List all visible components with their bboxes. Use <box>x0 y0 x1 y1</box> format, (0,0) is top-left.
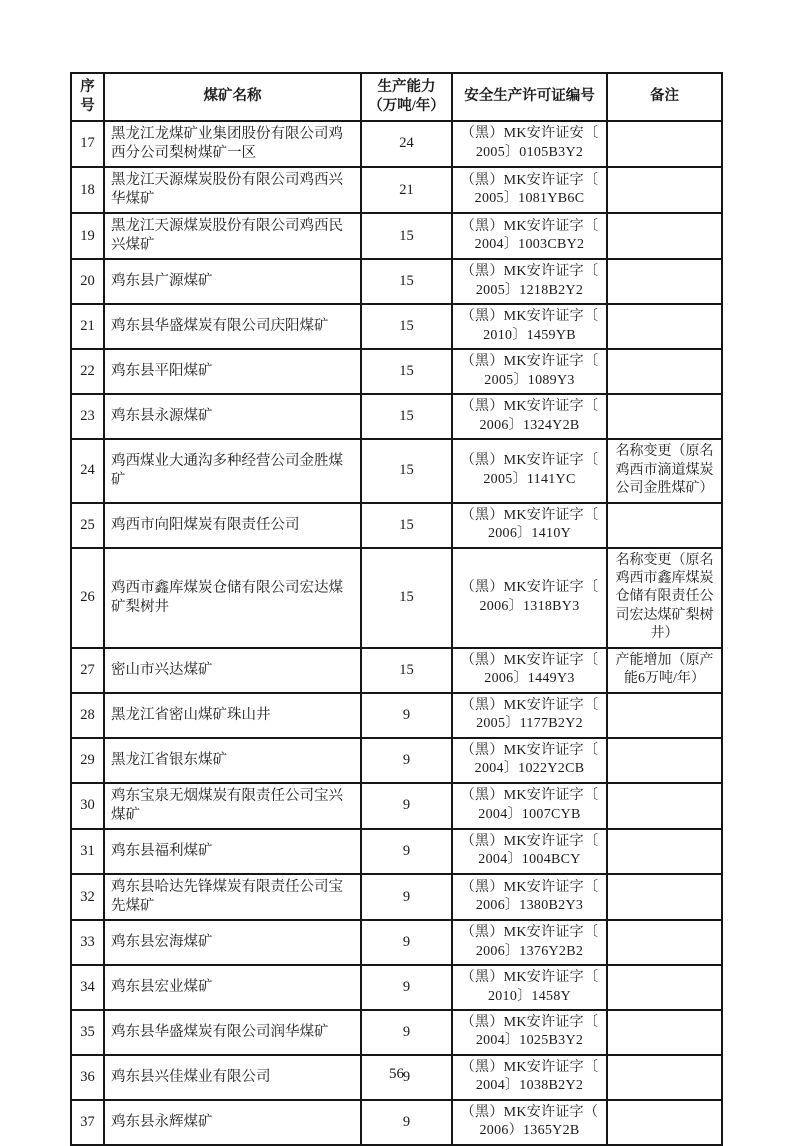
remark-cell <box>607 503 722 548</box>
license-line1: （黑）MK安许证字〔 <box>460 453 599 469</box>
row-index-cell <box>71 1100 104 1145</box>
mine-name-cell <box>104 648 361 693</box>
capacity-value: 9 <box>402 934 411 951</box>
mine-name-cell <box>104 1100 361 1145</box>
mine-name: 鸡东县福利煤矿 <box>111 842 213 859</box>
mine-name-cell <box>104 1010 361 1055</box>
capacity-cell <box>361 1100 452 1145</box>
row-index-cell <box>71 874 104 920</box>
mine-name-cell <box>104 738 361 783</box>
table-row <box>71 693 722 738</box>
license-line2: 2004〕1007CYB <box>478 806 581 822</box>
row-index-cell <box>71 259 104 304</box>
remark-cell <box>607 648 722 693</box>
mine-name: 鸡东县哈达先锋煤炭有限责任公司宝先煤矿 <box>111 878 343 914</box>
capacity-value: 9 <box>402 1113 411 1130</box>
remark-cell <box>607 829 722 874</box>
capacity-value: 9 <box>402 706 411 723</box>
license-line2: 2006）1365Y2B <box>479 1123 580 1139</box>
mine-name: 鸡东县永辉煤矿 <box>111 1113 213 1130</box>
license-line1: （黑）MK安许证字〔 <box>460 652 599 668</box>
mine-name: 鸡东县兴佳煤业有限公司 <box>111 1068 271 1085</box>
table-row <box>71 738 722 783</box>
license-line1: （黑）MK安许证字〔 <box>460 1059 599 1075</box>
row-index: 26 <box>80 589 95 606</box>
table-row <box>71 349 722 394</box>
license-line1: （黑）MK安许证字〔 <box>460 580 599 596</box>
license-cell <box>452 259 607 304</box>
capacity-value: 9 <box>402 842 411 859</box>
license-cell <box>452 783 607 829</box>
license-line2: 2005〕1089Y3 <box>484 372 575 388</box>
license-line2: 2005〕1141YC <box>483 471 576 487</box>
license-line1: （黑）MK安许证安〔 <box>460 126 599 142</box>
license-line2: 2006〕1376Y2B2 <box>475 943 584 959</box>
capacity-value: 15 <box>399 661 414 678</box>
license-line1: （黑）MK安许证字〔 <box>460 354 599 370</box>
capacity-cell <box>361 259 452 304</box>
mine-name-cell <box>104 439 361 502</box>
capacity-cell <box>361 394 452 439</box>
license-line1: （黑）MK安许证字〔 <box>460 507 599 523</box>
mine-name-cell <box>104 304 361 349</box>
row-index-cell <box>71 349 104 394</box>
mine-name-cell <box>104 548 361 648</box>
license-line2: 2005〕1081YB6C <box>474 191 585 207</box>
capacity-value: 15 <box>399 408 414 425</box>
row-index: 25 <box>80 516 95 533</box>
table-row <box>71 503 722 548</box>
mine-name-cell <box>104 394 361 439</box>
license-line2: 2004〕1003CBY2 <box>474 237 585 253</box>
row-index: 28 <box>80 706 95 723</box>
capacity-cell <box>361 738 452 783</box>
page-number: 56 <box>389 1066 404 1082</box>
header-license: 安全生产许可证编号 <box>452 73 607 121</box>
table-row <box>71 213 722 259</box>
mine-name-cell <box>104 829 361 874</box>
license-line2: 2006〕1324Y2B <box>479 417 580 433</box>
row-index-cell <box>71 965 104 1010</box>
mine-name-cell <box>104 167 361 213</box>
header-capacity-line2: （万吨/年） <box>368 97 445 114</box>
mine-name-cell <box>104 213 361 259</box>
remark-cell <box>607 920 722 965</box>
mine-name: 鸡东宝泉无烟煤炭有限责任公司宝兴煤矿 <box>111 787 343 823</box>
license-line2: 2004〕1004BCY <box>478 852 581 868</box>
license-line1: （黑）MK安许证字〔 <box>460 925 599 941</box>
row-index-cell <box>71 783 104 829</box>
capacity-value: 24 <box>399 135 414 152</box>
row-index: 19 <box>80 227 95 244</box>
license-cell <box>452 920 607 965</box>
capacity-value: 15 <box>399 318 414 335</box>
license-cell <box>452 829 607 874</box>
capacity-value: 9 <box>402 1068 411 1085</box>
capacity-cell <box>361 349 452 394</box>
row-index-cell <box>71 693 104 738</box>
row-index: 23 <box>80 408 95 425</box>
header-capacity <box>361 73 452 121</box>
row-index: 24 <box>80 462 95 479</box>
table-row <box>71 259 722 304</box>
license-line1: （黑）MK安许证字〔 <box>460 697 599 713</box>
license-line1: （黑）MK安许证字〔 <box>460 742 599 758</box>
row-index: 36 <box>80 1068 95 1085</box>
mine-name: 鸡东县平阳煤矿 <box>111 363 213 380</box>
header-capacity-line1: 生产能力 <box>377 79 436 95</box>
license-line2: 2004〕1022Y2CB <box>474 761 585 777</box>
license-line1: （黑）MK安许证字〔 <box>460 309 599 325</box>
remark-cell <box>607 1010 722 1055</box>
row-index: 31 <box>80 842 95 859</box>
license-line1: （黑）MK安许证字（ <box>460 1104 599 1120</box>
license-cell <box>452 1010 607 1055</box>
license-line2: 2005〕0105B3Y2 <box>475 144 584 160</box>
license-line1: （黑）MK安许证字〔 <box>460 1015 599 1030</box>
license-line2: 2010〕1458Y <box>487 988 572 1004</box>
table-row <box>71 874 722 920</box>
capacity-value: 15 <box>399 227 414 244</box>
capacity-value: 9 <box>402 979 411 996</box>
mine-name: 黑龙江省银东煤矿 <box>111 751 227 768</box>
row-index: 35 <box>80 1023 95 1040</box>
mine-name-cell <box>104 783 361 829</box>
remark-cell <box>607 693 722 738</box>
row-index: 17 <box>80 135 95 152</box>
remark-cell <box>607 965 722 1010</box>
table-row <box>71 394 722 439</box>
remark-cell <box>607 259 722 304</box>
row-index: 18 <box>80 181 95 198</box>
mine-name: 鸡东县华盛煤炭有限公司润华煤矿 <box>111 1023 329 1040</box>
table-row <box>71 121 722 167</box>
mine-name-cell <box>104 503 361 548</box>
license-cell <box>452 874 607 920</box>
mine-name: 密山市兴达煤矿 <box>111 661 213 678</box>
table-row <box>71 783 722 829</box>
capacity-cell <box>361 439 452 502</box>
mine-name-cell <box>104 874 361 920</box>
license-line1: （黑）MK安许证字〔 <box>460 833 599 849</box>
table-row <box>71 648 722 693</box>
license-line1: （黑）MK安许证字〔 <box>460 172 599 188</box>
remark-cell <box>607 394 722 439</box>
license-cell <box>452 349 607 394</box>
capacity-cell <box>361 874 452 920</box>
mine-name-cell <box>104 693 361 738</box>
row-index-cell <box>71 548 104 648</box>
row-index-cell <box>71 121 104 167</box>
remark-cell <box>607 213 722 259</box>
table-header-row <box>71 73 722 121</box>
mine-name-cell <box>104 121 361 167</box>
row-index-cell <box>71 738 104 783</box>
remark-cell <box>607 439 722 502</box>
row-index: 33 <box>80 934 95 951</box>
row-index: 30 <box>80 797 95 814</box>
remark-text: 产能增加（原产能6万吨/年） <box>615 652 714 687</box>
row-index-cell <box>71 304 104 349</box>
capacity-cell <box>361 167 452 213</box>
capacity-cell <box>361 829 452 874</box>
license-line1: （黑）MK安许证字〔 <box>460 879 599 895</box>
row-index-cell <box>71 213 104 259</box>
capacity-cell <box>361 548 452 648</box>
mine-name: 黑龙江天源煤炭股份有限公司鸡西民兴煤矿 <box>111 218 343 254</box>
row-index: 21 <box>80 318 95 335</box>
license-line1: （黑）MK安许证字〔 <box>460 399 599 415</box>
mine-name-cell <box>104 965 361 1010</box>
header-mine-name: 煤矿名称 <box>104 73 361 121</box>
license-cell <box>452 648 607 693</box>
remark-text: 名称变更（原名鸡西市鑫库煤炭仓储有限责任公司宏达煤矿梨树井） <box>615 552 714 642</box>
table-row <box>71 1100 722 1145</box>
table-row <box>71 167 722 213</box>
mine-name: 鸡东县宏海煤矿 <box>111 934 213 951</box>
row-index: 22 <box>80 363 95 380</box>
remark-cell <box>607 121 722 167</box>
capacity-value: 9 <box>402 888 411 905</box>
mine-name-cell <box>104 349 361 394</box>
row-index: 32 <box>80 888 95 905</box>
license-line2: 2005〕1218B2Y2 <box>475 282 584 298</box>
capacity-cell <box>361 121 452 167</box>
capacity-cell <box>361 648 452 693</box>
mine-name: 鸡东县永源煤矿 <box>111 408 213 425</box>
capacity-cell <box>361 304 452 349</box>
license-line1: （黑）MK安许证字〔 <box>460 788 599 804</box>
remark-cell <box>607 874 722 920</box>
mine-name: 鸡西煤业大通沟多种经营公司金胜煤矿 <box>111 452 343 488</box>
row-index-cell <box>71 503 104 548</box>
remark-cell <box>607 349 722 394</box>
capacity-value: 9 <box>402 797 411 814</box>
capacity-value: 15 <box>399 516 414 533</box>
remark-cell <box>607 548 722 648</box>
license-line2: 2006〕1380B2Y3 <box>475 898 584 913</box>
capacity-value: 15 <box>399 363 414 380</box>
license-cell <box>452 394 607 439</box>
remark-cell <box>607 304 722 349</box>
capacity-cell <box>361 1010 452 1055</box>
capacity-value: 15 <box>399 273 414 290</box>
table-row <box>71 920 722 965</box>
license-cell <box>452 548 607 648</box>
license-line2: 2004〕1038B2Y2 <box>475 1078 584 1094</box>
license-line2: 2010〕1459YB <box>483 327 576 343</box>
row-index-cell <box>71 829 104 874</box>
mine-name: 黑龙江省密山煤矿珠山井 <box>111 706 271 723</box>
license-line1: （黑）MK安许证字〔 <box>460 970 599 986</box>
license-line2: 2005〕1177B2Y2 <box>476 716 583 732</box>
mine-name-cell <box>104 920 361 965</box>
capacity-cell <box>361 783 452 829</box>
license-cell <box>452 965 607 1010</box>
capacity-value: 9 <box>402 1023 411 1040</box>
row-index: 27 <box>80 661 95 678</box>
row-index: 20 <box>80 273 95 290</box>
license-cell <box>452 503 607 548</box>
row-index: 29 <box>80 751 95 768</box>
license-cell <box>452 693 607 738</box>
row-index-cell <box>71 648 104 693</box>
table-row <box>71 965 722 1010</box>
license-cell <box>452 213 607 259</box>
capacity-cell <box>361 693 452 738</box>
row-index-cell <box>71 394 104 439</box>
license-line2: 2006〕1318BY3 <box>479 598 580 614</box>
license-line2: 2006〕1449Y3 <box>484 671 575 687</box>
table-row <box>71 548 722 648</box>
table-row <box>71 829 722 874</box>
header-remark: 备注 <box>607 73 722 121</box>
remark-text: 名称变更（原名鸡西市滴道煤炭公司金胜煤矿） <box>615 444 714 497</box>
row-index-cell <box>71 1010 104 1055</box>
coal-mine-table <box>70 72 723 1146</box>
row-index-cell <box>71 920 104 965</box>
capacity-value: 15 <box>399 462 414 479</box>
mine-name: 鸡东县宏业煤矿 <box>111 978 213 995</box>
mine-name: 鸡西市向阳煤炭有限责任公司 <box>111 516 300 533</box>
capacity-cell <box>361 965 452 1010</box>
capacity-value: 15 <box>399 589 414 606</box>
header-index: 序号 <box>71 73 104 121</box>
remark-cell <box>607 167 722 213</box>
capacity-cell <box>361 213 452 259</box>
mine-name: 鸡东县广源煤矿 <box>111 273 213 290</box>
table-row <box>71 304 722 349</box>
capacity-cell <box>361 503 452 548</box>
license-line2: 2004〕1025B3Y2 <box>475 1033 584 1049</box>
row-index: 37 <box>80 1113 95 1130</box>
license-line1: （黑）MK安许证字〔 <box>460 264 599 280</box>
row-index-cell <box>71 439 104 502</box>
license-cell <box>452 439 607 502</box>
license-cell <box>452 167 607 213</box>
capacity-value: 9 <box>402 751 411 768</box>
remark-cell <box>607 783 722 829</box>
row-index-cell <box>71 167 104 213</box>
mine-name: 黑龙江天源煤炭股份有限公司鸡西兴华煤矿 <box>111 171 343 208</box>
mine-name: 鸡西市鑫库煤炭仓储有限公司宏达煤矿梨树井 <box>111 579 343 615</box>
remark-cell <box>607 738 722 783</box>
table-row <box>71 1010 722 1055</box>
license-cell <box>452 121 607 167</box>
capacity-value: 21 <box>399 181 414 198</box>
mine-name-cell <box>104 259 361 304</box>
license-cell <box>452 1100 607 1145</box>
row-index: 34 <box>80 979 95 996</box>
license-line1: （黑）MK安许证字〔 <box>460 218 599 234</box>
license-line2: 2006〕1410Y <box>487 526 572 542</box>
mine-name: 鸡东县华盛煤炭有限公司庆阳煤矿 <box>111 318 329 335</box>
remark-cell <box>607 1100 722 1145</box>
table-row <box>71 439 722 502</box>
mine-name: 黑龙江龙煤矿业集团股份有限公司鸡西分公司梨树煤矿一区 <box>111 125 343 161</box>
license-cell <box>452 304 607 349</box>
license-cell <box>452 738 607 783</box>
capacity-cell <box>361 920 452 965</box>
